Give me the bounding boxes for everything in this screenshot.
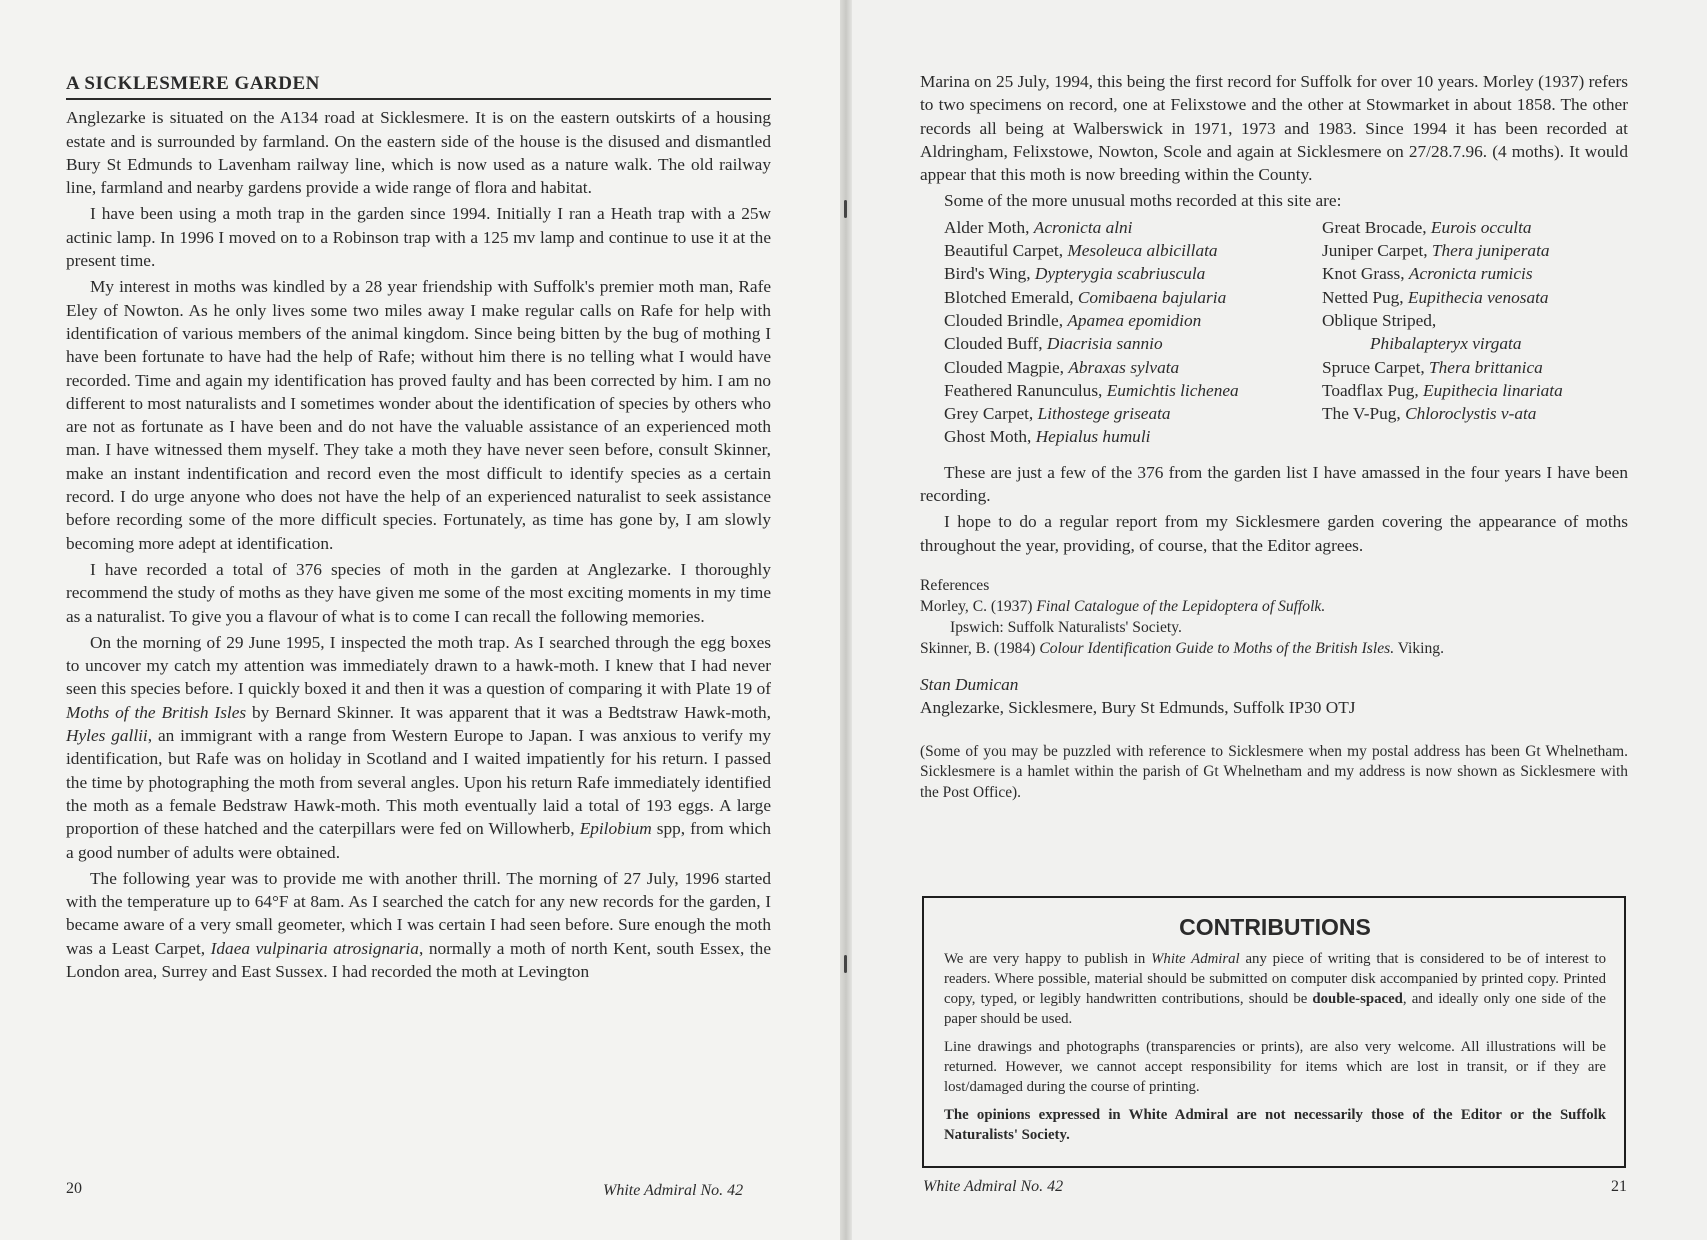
species-name: Idaea vulpinaria atrosignaria	[210, 938, 419, 958]
moth-entry	[1322, 262, 1652, 285]
text-run: On the morning of 29 June 1995, I inspected the moth trap. As I searched through the egg boxes to uncover my catch my attention was immediately drawn to a hawk-moth. I knew that I had never seen this species before. I quickly boxed it and then it was a question of comparing it with Plate 19 of	[66, 632, 771, 699]
paragraph	[66, 631, 771, 864]
paragraph: My interest in moths was kindled by a 28 year friendship with Suffolk's premier moth man, Rafe Eley of Nowton. As he only lives some two miles away I make regular calls on Rafe for help with identification of various members of the animal kingdom. Since being bitten by the bug of mothing I have been fortunate to have had the help of Rafe; without him there is no telling what I would have recorded. Time and again my identification has proved faulty and has been corrected by him. I am no different to most naturalists and I sometimes wonder about the identification of species by others who are not as fortunate as I have been and do not have the valuable assistance of an experienced moth man. I have witnessed them myself. They take a moth they have never seen before, consult Skinner, make an instant indentification and record even the most difficult to identify species as a certain record. I do urge anyone who does not have the help of an experienced naturalist to seek assistance before recording some of the more difficult species. Fortunately, as time has gone by, I am slowly becoming more adept at identification.	[66, 277, 771, 553]
moth-entry	[944, 356, 1322, 379]
text-run: Viking.	[1394, 639, 1445, 657]
author-address: Anglezarke, Sicklesmere, Bury St Edmunds, Suffolk IP30 OTJ	[920, 698, 1356, 718]
book-title: Final Catalogue of the Lepidoptera of Suffolk.	[1036, 597, 1326, 615]
book-title: Moths of the British Isles	[66, 702, 247, 722]
moth-latin-name: Apamea epomidion	[1067, 310, 1202, 330]
book-spine	[840, 0, 852, 1240]
contributions-paragraph: Line drawings and photographs (transparencies or prints), are also very welcome. All illustrations will be returned. However, we cannot accept responsibility for items which are lost in transit, or if they are lost/damaged during the course of printing.	[944, 1039, 1606, 1095]
paragraph: Marina on 25 July, 1994, this being the first record for Suffolk for over 10 years. Morley (1937) refers to two specimens on record, one at Felixstowe and the other at Stowmarket in about 1858. The other records all being at Walberswick in 1971, 1973 and 1983. Since 1994 it has been recorded at Aldringham, Felixstowe, Nowton, Scole and again at Sicklesmere on 27/28.7.96. (4 moths). It would appear that this moth is now breeding within the County.	[920, 72, 1628, 185]
emphasis: double-spaced	[1312, 991, 1403, 1007]
moth-common-name: Knot Grass,	[1322, 264, 1409, 284]
moth-entry	[1322, 379, 1652, 402]
moth-entry	[944, 262, 1322, 285]
moth-common-name: Ghost Moth,	[944, 427, 1036, 447]
page-number: 20	[66, 1180, 82, 1197]
contributions-paragraph	[944, 949, 1606, 1029]
list-intro: Some of the more unusual moths recorded at this site are:	[944, 191, 1342, 211]
paragraph: These are just a few of the 376 from the garden list I have amassed in the four years I have been recording.	[920, 462, 1628, 506]
moth-entry	[944, 402, 1322, 425]
moth-latin-name: Thera brittanica	[1429, 357, 1543, 377]
moth-common-name: The V-Pug,	[1322, 404, 1406, 424]
journal-name: White Admiral	[1151, 951, 1240, 967]
moth-entry	[944, 425, 1322, 448]
text-run: Morley, C. (1937)	[920, 597, 1037, 615]
book-title: Colour Identification Guide to Moths of the British Isles.	[1039, 639, 1395, 657]
moth-latin-name: Diacrisia sannio	[1046, 334, 1163, 354]
author-name: Stan Dumican	[920, 674, 1019, 694]
signature	[920, 673, 1628, 720]
references-heading: References	[920, 576, 990, 594]
moth-entry	[1322, 356, 1652, 379]
moth-entry	[944, 309, 1322, 332]
moth-latin-name: Comibaena bajularia	[1077, 287, 1227, 307]
moth-common-name: Netted Pug,	[1322, 287, 1408, 307]
moth-entry	[944, 239, 1322, 262]
moth-common-name: Bird's Wing,	[944, 264, 1035, 284]
species-name: Epilobium	[579, 819, 652, 839]
paragraph: I have recorded a total of 376 species of moth in the garden at Anglezarke. I thoroughly recommend the study of moths as they have given me some of the most exciting moments in my time as a naturalist. To give you a flavour of what is to come I can recall the following memories.	[66, 559, 771, 626]
moth-entry	[944, 216, 1322, 239]
text-run: , normally a moth of north Kent, south Essex, the London area, Surrey and East Sussex. I had recorded the moth at Levington	[66, 938, 771, 981]
moth-entry	[1322, 286, 1652, 309]
moth-entry	[1322, 402, 1652, 425]
moth-common-name: Spruce Carpet,	[1322, 357, 1430, 377]
page-number: 21	[1611, 1178, 1627, 1195]
moth-common-name: Grey Carpet,	[944, 404, 1038, 424]
moth-common-name: Beautiful Carpet,	[944, 241, 1068, 261]
moth-common-name: Feathered Ranunculus,	[944, 380, 1107, 400]
moth-latin-name: Acronicta rumicis	[1408, 264, 1533, 284]
moth-latin-name: Acronicta alni	[1033, 217, 1133, 237]
moth-latin-name: Thera juniperata	[1431, 241, 1550, 261]
moth-latin-name: Eumichtis lichenea	[1106, 380, 1239, 400]
moth-entry	[1322, 309, 1652, 332]
moth-latin-name: Hepialus humuli	[1035, 427, 1151, 447]
moth-common-name: Great Brocade,	[1322, 217, 1431, 237]
binding-mark	[844, 200, 847, 218]
text-run: We are very happy to publish in	[944, 951, 1152, 967]
paragraph	[66, 867, 771, 983]
moth-entry	[1322, 425, 1652, 448]
text-run: any piece of writing that is considered to be of interest to readers. Where possible, material should be submitted on computer disk accompanied by printed copy. Printed copy, typed, or legibly handwritten contributions, should be	[944, 951, 1606, 1007]
moth-latin-name: Phibalapteryx virgata	[1370, 334, 1522, 354]
text-run: by Bernard Skinner. It was apparent that it was a Bedtstraw Hawk-moth,	[246, 702, 771, 722]
moth-latin-name: Eurois occulta	[1430, 217, 1532, 237]
moth-latin-name: Lithostege griseata	[1037, 404, 1171, 424]
moth-entry	[1322, 216, 1652, 239]
moth-common-name: Oblique Striped,	[1322, 310, 1437, 330]
moth-entry	[944, 379, 1322, 402]
moth-entry	[1322, 239, 1652, 262]
references	[920, 575, 1628, 659]
moth-common-name: Clouded Brindle,	[944, 310, 1068, 330]
moth-entry	[944, 286, 1322, 309]
contributions-box	[922, 896, 1626, 1168]
moth-latin-name: Eupithecia linariata	[1423, 380, 1563, 400]
disclaimer: The opinions expressed in White Admiral are not necessarily those of the Editor or the Suffolk Naturalists' Society.	[944, 1107, 1606, 1143]
binding-mark	[844, 955, 847, 973]
contributions-title: CONTRIBUTIONS	[1179, 914, 1371, 940]
text-run: The following year was to provide me with another thrill. The morning of 27 July, 1996 started with the temperature up to 64°F at 8am. As I searched the catch for any new records for the garden, I became aware of a very small geometer, which I was certain I had seen before. Sure enough the moth was a Least Carpet,	[66, 868, 771, 958]
right-column	[920, 70, 1628, 803]
paragraph: I have been using a moth trap in the garden since 1994. Initially I ran a Heath trap with a 25w actinic lamp. In 1996 I moved on to a Robinson trap with a 125 mv lamp and continue to use it at the present time.	[66, 204, 771, 271]
moth-latin-name: Mesoleuca albicillata	[1067, 241, 1218, 261]
text-run: , and ideally only one side of the paper should be used.	[944, 991, 1607, 1027]
species-name: Hyles gallii	[66, 726, 148, 746]
moth-entry	[1322, 332, 1652, 355]
reference-item	[920, 596, 1628, 617]
moth-common-name: Blotched Emerald,	[944, 287, 1078, 307]
reference-item	[920, 638, 1628, 659]
address-note: (Some of you may be puzzled with reference to Sicklesmere when my postal address has been Gt Whelnetham. Sicklesmere is a hamlet within the parish of Gt Whelnetham and my address is now shown as Sicklesmere with the Post Office).	[920, 742, 1628, 801]
reference-publisher: Ipswich: Suffolk Naturalists' Society.	[950, 618, 1182, 636]
moth-entry	[944, 332, 1322, 355]
moth-latin-name: Chloroclystis v-ata	[1405, 404, 1537, 424]
journal-footer: White Admiral No. 42	[603, 1182, 744, 1199]
paragraph: Anglezarke is situated on the A134 road at Sicklesmere. It is on the eastern outskirts of a housing estate and is surrounded by farmland. On the eastern side of the house is the disused and dismantled Bury St Edmunds to Lavenham railway line, which is now used as a nature walk. The old railway line, farmland and nearby gardens provide a wide range of flora and habitat.	[66, 108, 771, 198]
article-title: A SICKLESMERE GARDEN	[66, 72, 771, 100]
moth-common-name: Juniper Carpet,	[1322, 241, 1432, 261]
journal-footer: White Admiral No. 42	[923, 1178, 1064, 1195]
moth-latin-name: Abraxas sylvata	[1068, 357, 1180, 377]
moth-common-name: Clouded Buff,	[944, 334, 1047, 354]
moth-common-name: Clouded Magpie,	[944, 357, 1069, 377]
moth-common-name: Toadflax Pug,	[1322, 380, 1424, 400]
moth-common-name: Alder Moth,	[944, 217, 1034, 237]
moth-latin-name: Eupithecia venosata	[1407, 287, 1549, 307]
text-run: spp, from which a good number of adults were obtained.	[66, 819, 771, 862]
left-column	[66, 72, 771, 986]
text-run: , an immigrant with a range from Western Europe to Japan. I was anxious to verify my identification, but Rafe was on holiday in Scotland and I waited impatiently for his return. I passed the time by photographing the moth from several angles. Upon his return Rafe immediately identified the moth as a female Bedstraw Hawk-moth. This moth eventually laid a total of 193 eggs. A large proportion of these hatched and the caterpillars were fed on Willowherb,	[66, 726, 771, 839]
text-run: Skinner, B. (1984)	[920, 639, 1040, 657]
moth-latin-name: Dypterygia scabriuscula	[1034, 264, 1206, 284]
moth-list	[944, 216, 1628, 449]
paragraph: I hope to do a regular report from my Sicklesmere garden covering the appearance of moths throughout the year, providing, of course, that the Editor agrees.	[920, 512, 1628, 555]
